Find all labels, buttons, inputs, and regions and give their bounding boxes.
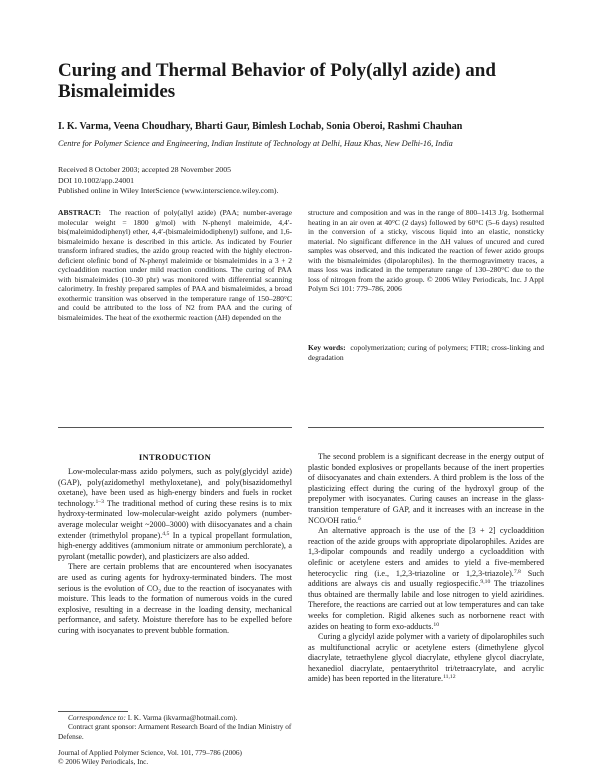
footnotes [58, 713, 292, 741]
section-divider-right [308, 427, 544, 428]
right-paragraph-1 [308, 452, 544, 526]
intro-p1-text: Low-molecular-mass azido polymers, such as poly(glycidyl azide) (GAP), poly(azidomethyl methyloxetane), and poly(bisazidomethyl oxetane), have been used as high-energy binders and fuels in rocket technology. [58, 467, 292, 508]
intro-paragraph-1 [58, 467, 292, 562]
keywords [308, 343, 544, 362]
journal-info [58, 748, 318, 767]
right-p3-text: Curing a glycidyl azide polymer with a variety of dipolarophiles such as multifunctional acrylic or acetylene esters (dimethylene glycol diacrylate, tetraethylene glycol diacrylate, ethylene glycol diacrylate, hexanediol diacrylate, pentaerythritol tri/tetraacrylate, and acrylic amide) has been reported in the literature. [308, 632, 544, 684]
subscript: 2 [158, 588, 161, 595]
intro-p1b-text: The traditional method of curing these resins is to mix hydroxy-terminated low-molecular-weight azido polymers (number-average molecular weight ~2000–3000) with diisocyanates and a chain extender (trimethylol propane). [58, 498, 292, 540]
publication-info [58, 165, 358, 197]
intro-p2b-text: due to the reaction of isocyanates with moisture. This leads to the formation of numerous voids in the cured explosive, resulting in a decrease in the loading density, mechanical performance, and safety. Moisture therefore has to be expelled before curing with isocyanates to prevent bubble formation. [58, 583, 292, 635]
abstract-text-left: The reaction of poly(allyl azide) (PAA; number-average molecular weight = 1800 g/mol) with N-phenyl maleimide, 4,4′-bis(maleimidodiphenyl) ether, 4,4′-(bismaleimidodiphenyl) sulfone, and 1,6-bismaleimido hexane is described in this article. As indicated by Fourier transform infrared studies, the azido group reacted with the highly electron-deficient olefinic bond of N-phenyl maleimide or bismaleimides in a 3 + 2 cycloaddition reaction under mild reaction conditions. The curing of PAA with bismaleimides (10–30 phr) was monitored with differential scanning calorimetry. In freshly prepared samples of PAA and bismaleimides, a broad exothermic transition was observed in the temperature range of 150–280°C and could be attributed to the loss of N2 from PAA and the curing of bismaleimides. The heat of the exothermic reaction (ΔH) depended on the [58, 208, 292, 322]
citation-ref: 7,8 [513, 568, 521, 575]
section-divider-left [58, 427, 292, 428]
citation-ref: 11,12 [443, 674, 456, 681]
keywords-label: Key words: [308, 343, 346, 352]
citation-ref: 10 [433, 621, 440, 628]
introduction-heading: INTRODUCTION [138, 452, 212, 462]
correspondence [58, 713, 292, 722]
right-p2a-text: An alternative approach is the use of the [3 + 2] cycloaddition reaction of the azide groups with appropriate dipolarophiles. Azides are 1,3-dipolar compounds and readily undergo a cycloaddition with olefinic or acetylene esters and amides to yield a five-membered heterocyclic ring (i.e., 1,2,3-triazoline or 1,2,3-triazole). [308, 526, 544, 578]
right-paragraph-3 [308, 632, 544, 685]
article-title: Curing and Thermal Behavior of Poly(allyl azide) and Bismaleimides [58, 60, 496, 102]
correspondence-label: Correspondence to: [68, 713, 126, 722]
intro-p2a-text: There are certain problems that are encountered when isocyanates are used as curing agents for hydroxy-terminated binders. The most serious is the evolution of CO [58, 562, 292, 593]
copyright: © 2006 Wiley Periodicals, Inc. [58, 757, 149, 767]
abstract-label: ABSTRACT: [58, 208, 102, 217]
citation-ref: 4,5 [162, 530, 170, 537]
doi: DOI 10.1002/app.24001 [58, 175, 135, 185]
citation-ref: 1–3 [95, 498, 104, 505]
abstract-left [58, 208, 292, 322]
correspondence-text: I. K. Varma (ikvarma@hotmail.com). [125, 713, 238, 722]
right-paragraph-2 [308, 526, 544, 632]
received-date: Received 8 October 2003; accepted 28 November 2005 [58, 165, 231, 174]
right-p2c-text: The triazolines thus obtained are thermally labile and lose nitrogen to yield aziridines. Therefore, the reactions are carried out at low temperatures and can take weeks for completion. Rigid alkenes such as norbornene react with azides on heating to form exo-adducts. [308, 579, 544, 631]
footnote-divider [58, 711, 128, 712]
citation-ref: 6 [357, 515, 361, 522]
body-column-right [308, 452, 544, 685]
keywords-text: copolymerization; curing of polymers; FTIR; cross-linking and degradation [308, 343, 544, 362]
right-p2b-text: Such additions are always cis and usually regiospecific. [308, 568, 544, 589]
right-p1-text: The second problem is a significant decrease in the energy output of plastic bonded explosives or propellants because of the inert properties of diisocyanates and chain extenders. A third problem is the loss of the plasticizing effect during the curing of the hydroxyl group of the prepolymer with isocyanates. Curing causes an increase in the glass-transition temperature of GAP, and it increases with an increase in the NCO/OH ratio. [308, 452, 544, 525]
intro-paragraph-2 [58, 562, 292, 636]
grant-sponsor: Contract grant sponsor: Armament Research Board of the Indian Ministry of Defense. [58, 722, 292, 741]
body-column-left [58, 467, 292, 637]
published-online: Published online in Wiley InterScience (www.interscience.wiley.com). [58, 186, 279, 195]
author-list: I. K. Varma, Veena Choudhary, Bharti Gaur, Bimlesh Lochab, Sonia Oberoi, Rashmi Chauhan [58, 121, 463, 132]
affiliation: Centre for Polymer Science and Engineering, Indian Institute of Technology at Delhi, Hauz Khas, New Delhi-16, India [58, 139, 453, 148]
journal-citation: Journal of Applied Polymer Science, Vol. 101, 779–786 (2006) [58, 748, 242, 757]
intro-p1c-text: In a typical propellant formulation, high-energy additives (ammonium nitrate or ammonium perchlorate), a pyrolant (metallic powder), and plasticizers are also added. [58, 530, 293, 561]
abstract-right: structure and composition and was in the range of 800–1413 J/g. Isothermal heating in an air oven at 40°C (2 days) followed by 60°C (5–6 days) resulted in the conversion of a sticky, viscous liquid into an elastic, nonsticky material. No significant difference in the ΔH values of uncured and cured samples was observed, and this indicated the reaction of fewer azido groups with the bismaleimides (dipolarophiles). In the thermogravimetry traces, a mass loss was indicated in the temperature range of 130–280°C due to the loss of nitrogen from the azido group. © 2006 Wiley Periodicals, Inc. J Appl Polym Sci 101: 779–786, 2006 [308, 208, 544, 293]
citation-ref: 9,10 [480, 579, 491, 586]
